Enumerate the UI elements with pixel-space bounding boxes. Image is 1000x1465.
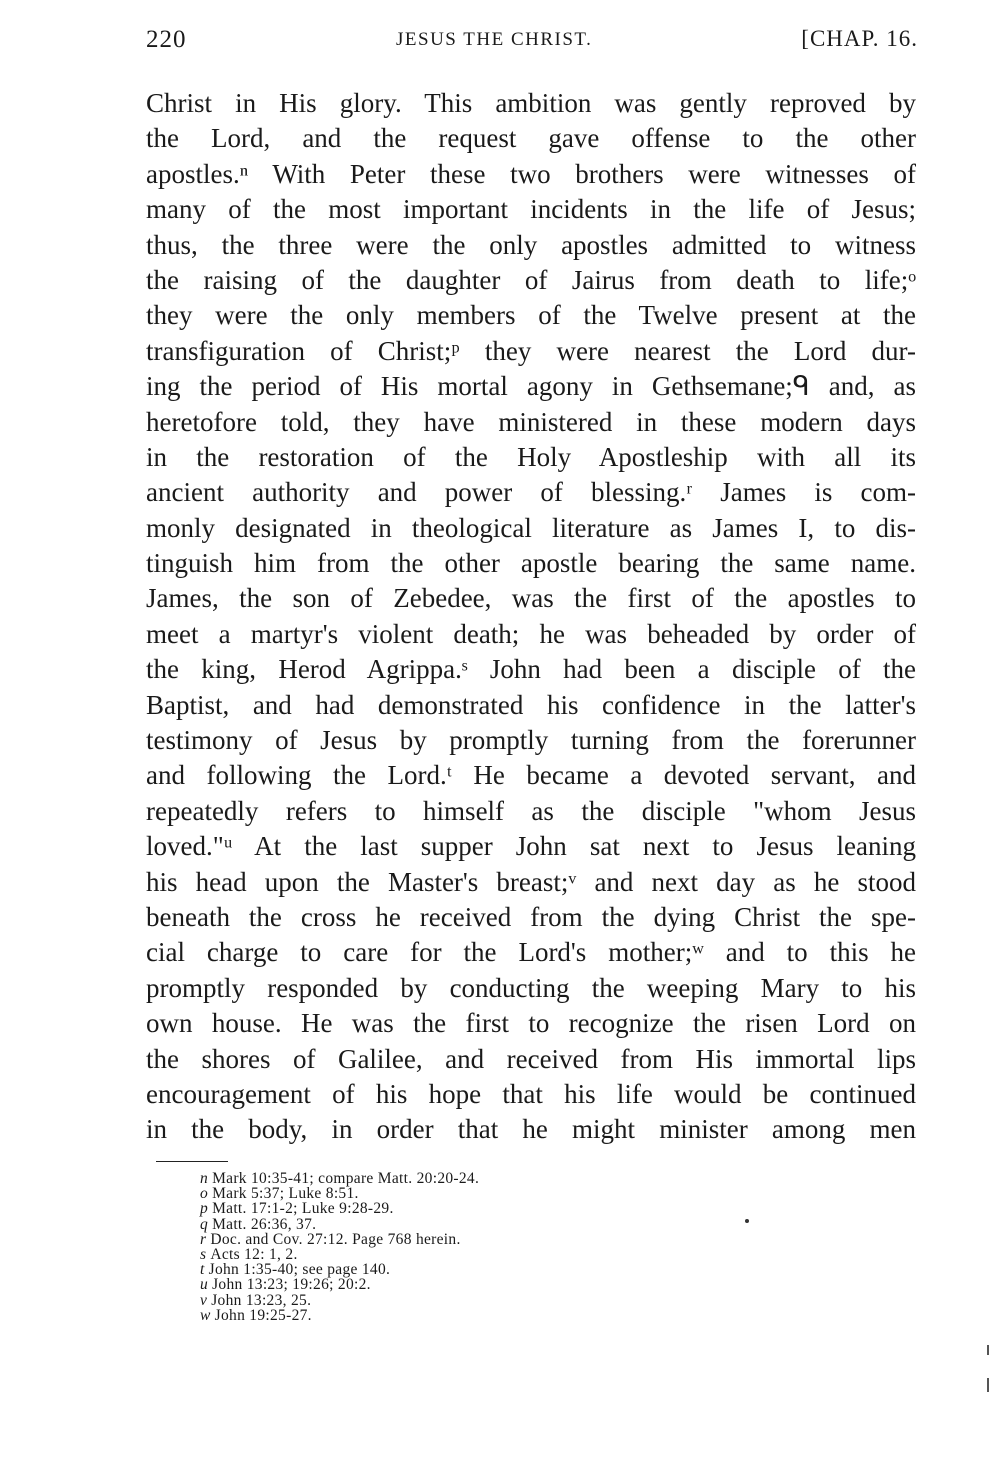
text-line: testimony of Jesus by promptly turning from the forerunner xyxy=(146,725,916,756)
text-line: many of the most important incidents in the life of Jesus; xyxy=(146,194,916,225)
text-line: apostles.ⁿ With Peter these two brothers were witnesses of xyxy=(146,158,916,189)
footnote-text: John 13:23; 19:26; 20:2. xyxy=(212,1276,371,1294)
footnote-mark: p xyxy=(200,1200,209,1218)
footnote-divider xyxy=(156,1161,228,1162)
scan-edge-mark xyxy=(987,1345,989,1355)
text-line: his head upon the Master's breast;ᵛ and next day as he stood xyxy=(146,866,916,897)
text-line: promptly responded by conducting the weeping Mary to his xyxy=(146,972,916,1003)
footnote xyxy=(200,1186,479,1201)
text-line: James, the son of Zebedee, was the first of the apostles to xyxy=(146,583,916,614)
text-line: thus, the three were the only apostles admitted to witness xyxy=(146,229,916,260)
text-line: transfiguration of Christ;ᵖ they were nearest the Lord dur- xyxy=(146,335,916,366)
footnote-text: Mark 10:35-41; compare Matt. 20:20-24. xyxy=(212,1170,480,1187)
text-line: in the restoration of the Holy Apostleship with all its xyxy=(146,441,916,472)
footnote xyxy=(200,1217,479,1232)
footnote-mark: r xyxy=(200,1230,207,1248)
text-line: ing the period of His mortal agony in Gethsemane;ᑫ and, as xyxy=(146,371,916,402)
footnote-text: Matt. 17:1-2; Luke 9:28-29. xyxy=(212,1200,394,1218)
text-line: tinguish him from the other apostle bearing the same name. xyxy=(146,548,916,579)
text-line: monly designated in theological literature as James I, to dis- xyxy=(146,512,916,543)
text-line: meet a martyr's violent death; he was beheaded by order of xyxy=(146,618,916,649)
text-line: the Lord, and the request gave offense to the other xyxy=(146,123,916,154)
text-line: ancient authority and power of blessing.ʳ James is com- xyxy=(146,477,916,508)
text-line: heretofore told, they have ministered in these modern days xyxy=(146,406,916,437)
footnote xyxy=(200,1308,479,1323)
footnote xyxy=(200,1277,479,1292)
text-line: the raising of the daughter of Jairus from death to life;ᵒ xyxy=(146,264,916,295)
footnote-text: John 13:23, 25. xyxy=(211,1291,312,1309)
text-line: in the body, in order that he might minister among men xyxy=(146,1114,916,1145)
running-head xyxy=(146,26,918,62)
running-title: JESUS THE CHRIST. xyxy=(396,29,593,50)
scan-speck xyxy=(745,1219,749,1223)
footnote-mark: t xyxy=(200,1261,205,1279)
text-line: own house. He was the first to recognize the risen Lord on xyxy=(146,1008,916,1039)
text-line: the shores of Galilee, and received from His immortal lips xyxy=(146,1043,916,1074)
footnote xyxy=(200,1201,479,1216)
footnote-text: Acts 12: 1, 2. xyxy=(210,1245,298,1263)
text-line: beneath the cross he received from the dying Christ the spe- xyxy=(146,901,916,932)
page-number: 220 xyxy=(146,26,187,53)
footnote-text: John 1:35-40; see page 140. xyxy=(208,1261,391,1279)
footnote-text: Doc. and Cov. 27:12. Page 768 herein. xyxy=(210,1230,461,1248)
text-line: and following the Lord.ᵗ He became a devoted servant, and xyxy=(146,760,916,791)
footnote xyxy=(200,1171,479,1186)
footnote-mark: w xyxy=(200,1306,211,1324)
text-line: cial charge to care for the Lord's mother;ʷ and to this he xyxy=(146,937,916,968)
text-line: the king, Herod Agrippa.ˢ John had been a disciple of the xyxy=(146,654,916,685)
footnote-mark: n xyxy=(200,1170,209,1187)
footnote-text: John 19:25-27. xyxy=(214,1306,312,1324)
text-line: Christ in His glory. This ambition was gently reproved by xyxy=(146,88,916,118)
footnote xyxy=(200,1262,479,1277)
footnote-mark: o xyxy=(200,1185,209,1203)
footnote-text: Mark 5:37; Luke 8:51. xyxy=(212,1185,359,1203)
text-line: loved."ᵘ At the last supper John sat next to Jesus leaning xyxy=(146,831,916,862)
text-line: repeatedly refers to himself as the disciple "whom Jesus xyxy=(146,795,916,826)
footnote xyxy=(200,1293,479,1308)
text-line: Baptist, and had demonstrated his confidence in the latter's xyxy=(146,689,916,720)
footnote xyxy=(200,1247,479,1262)
footnote-mark: v xyxy=(200,1291,208,1309)
footnote-mark: q xyxy=(200,1215,209,1233)
footnote-text: Matt. 26:36, 37. xyxy=(212,1215,317,1233)
footnote xyxy=(200,1232,479,1247)
scan-edge-mark xyxy=(987,1378,989,1392)
text-line: encouragement of his hope that his life would be continued xyxy=(146,1078,916,1109)
footnotes xyxy=(200,1171,479,1323)
chapter-reference: [CHAP. 16. xyxy=(801,26,918,51)
body-text xyxy=(146,86,916,1148)
text-line: they were the only members of the Twelve present at the xyxy=(146,300,916,331)
footnote-mark: u xyxy=(200,1276,209,1294)
footnote-mark: s xyxy=(200,1245,207,1263)
